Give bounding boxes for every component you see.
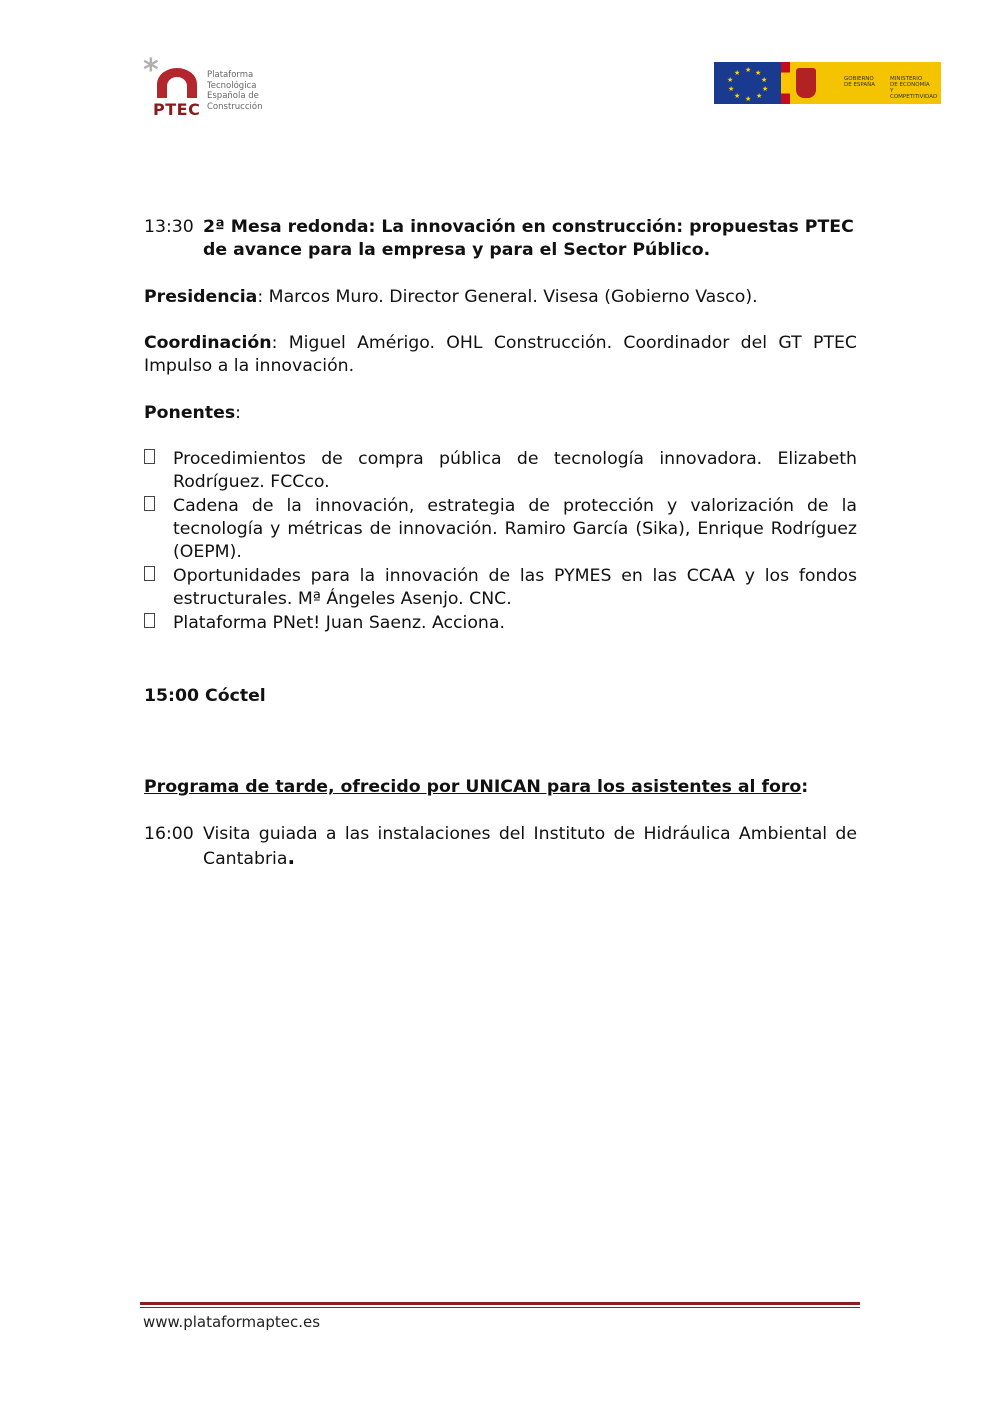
- presidencia-label: Presidencia: [144, 287, 258, 307]
- coordinacion-label: Coordinación: [144, 333, 272, 353]
- ministry-block: [790, 62, 941, 104]
- ponentes-heading: Ponentes:: [144, 403, 241, 423]
- session-title: 2ª Mesa redonda: La innovación en construcción: propuestas PTEC de avance para la empresa y para el Sector Público.: [203, 217, 854, 260]
- asterisk-icon: *: [143, 53, 159, 88]
- coordinacion-paragraph: [144, 332, 857, 378]
- footer-divider: [140, 1302, 860, 1305]
- list-item: Procedimientos de compra pública de tecnología innovadora. Elizabeth Rodríguez. FCCco.: [144, 448, 857, 494]
- session-heading: [144, 216, 857, 262]
- session-time: 13:30: [144, 217, 194, 237]
- ptec-arch-icon: [155, 68, 199, 98]
- ptec-logo-text: Plataforma Tecnológica Española de Construcción: [207, 70, 263, 112]
- bullet-box-icon: [144, 612, 173, 636]
- bullet-box-icon: [144, 448, 173, 494]
- list-item: Oportunidades para la innovación de las PYMES en las CCAA y los fondos estructurales. Mª Ángeles Asenjo. CNC.: [144, 565, 857, 611]
- ptec-logo: [143, 53, 273, 122]
- list-item: Plataforma PNet! Juan Saenz. Acciona.: [144, 612, 857, 636]
- gobierno-text: GOBIERNO DE ESPAÑA: [844, 76, 876, 88]
- ptec-logo-word: PTEC: [153, 100, 201, 119]
- visit-time: 16:00: [144, 824, 194, 844]
- tarde-heading: Programa de tarde, ofrecido por UNICAN para los asistentes al foro:: [144, 777, 809, 797]
- spain-flag-band: [781, 62, 790, 104]
- coordinacion-text: : Miguel Amérigo. OHL Construcción. Coordinador del GT PTEC Impulso a la innovación.: [144, 333, 857, 376]
- government-logo: [714, 62, 941, 104]
- bullet-box-icon: [144, 565, 173, 611]
- visit-text: Visita guiada a las instalaciones del Instituto de Hidráulica Ambiental de Cantabria.: [203, 824, 857, 869]
- visit-row: [144, 823, 857, 871]
- ministerio-text: MINISTERIO DE ECONOMÍA Y COMPETITIVIDAD: [890, 76, 938, 100]
- tarde-title: Programa de tarde, ofrecido por UNICAN para los asistentes al foro: [144, 777, 802, 797]
- footer-divider-thin: [140, 1307, 860, 1308]
- ponentes-list: [144, 448, 857, 637]
- footer-url: www.plataformaptec.es: [143, 1313, 321, 1331]
- coctel-heading: 15:00 Cóctel: [144, 686, 266, 706]
- list-item: Cadena de la innovación, estrategia de protección y valorización de la tecnología y métricas de innovación. Ramiro García (Sika), Enrique Rodríguez (OEPM).: [144, 495, 857, 564]
- eu-flag-icon: ★ ★ ★ ★ ★ ★ ★ ★ ★ ★: [714, 62, 781, 104]
- presidencia-text: : Marcos Muro. Director General. Visesa (Gobierno Vasco).: [257, 287, 758, 307]
- presidencia-paragraph: [144, 286, 857, 309]
- bullet-box-icon: [144, 495, 173, 564]
- coat-of-arms-icon: [796, 68, 816, 98]
- ponentes-label: Ponentes: [144, 403, 236, 423]
